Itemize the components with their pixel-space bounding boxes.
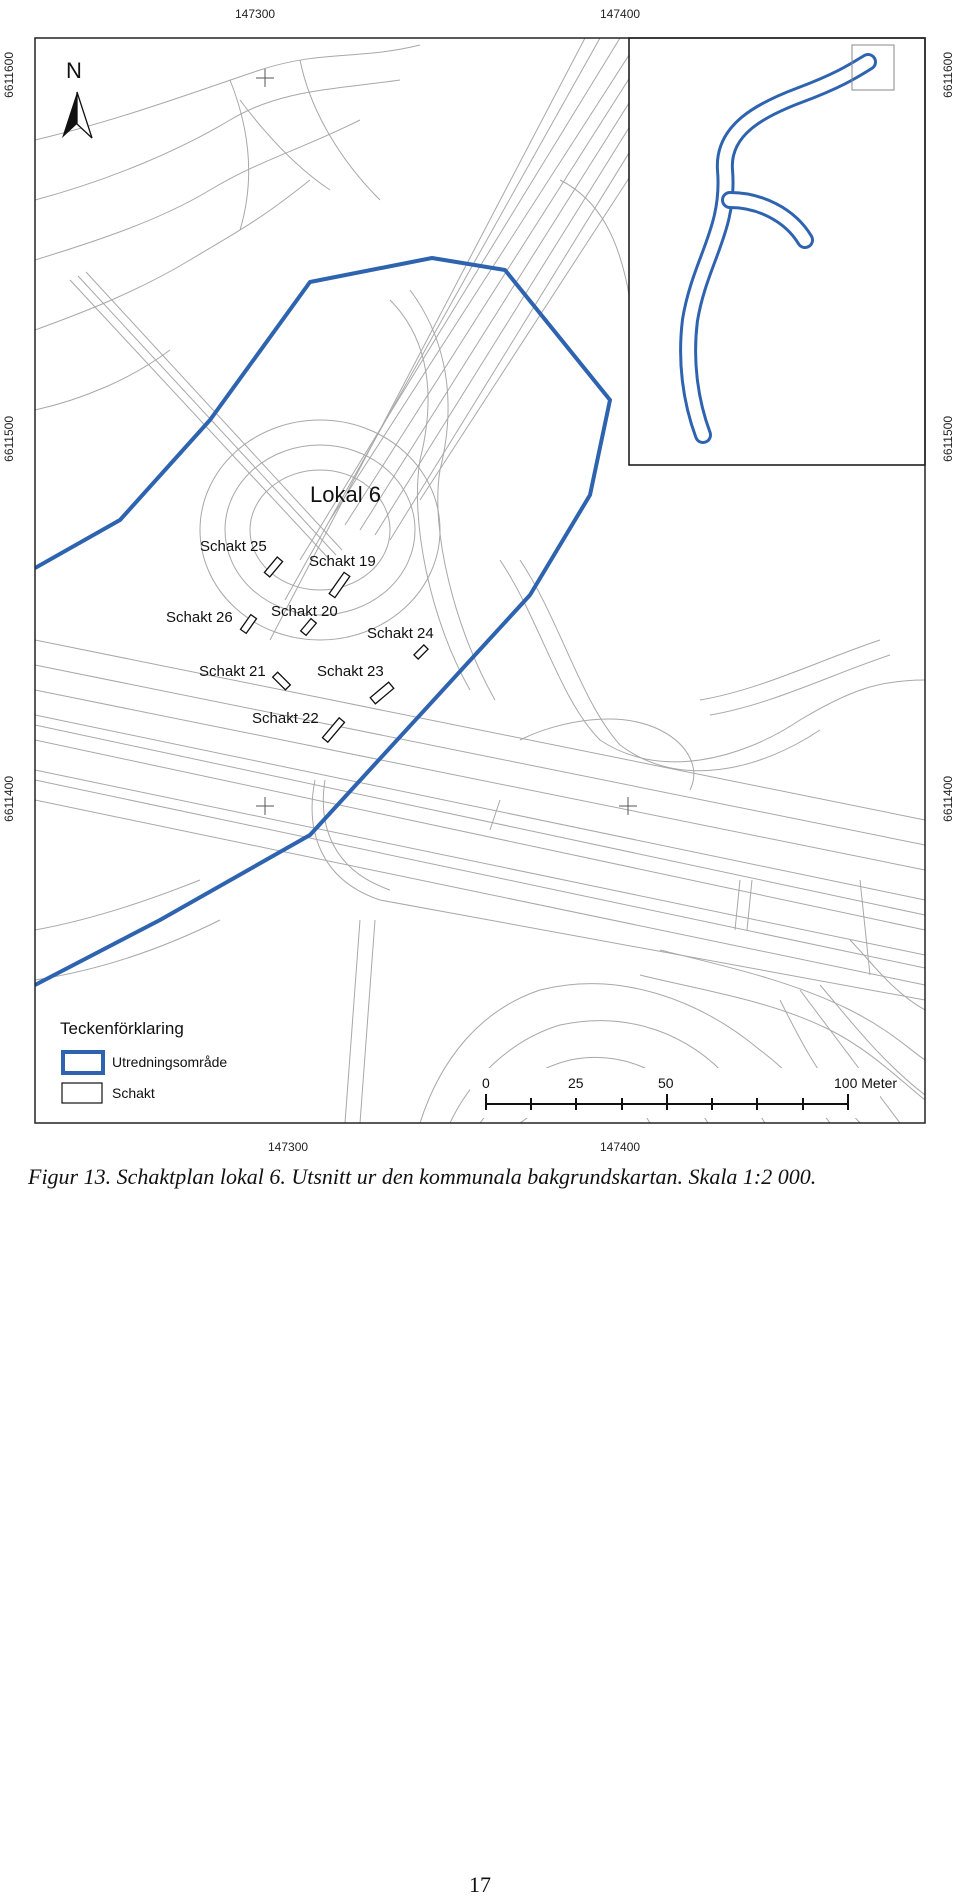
trench-21-shape bbox=[273, 672, 291, 690]
trench-label-22: Schakt 22 bbox=[252, 710, 319, 727]
legend-title: Teckenförklaring bbox=[60, 1019, 184, 1038]
scale-tick-0: 0 bbox=[482, 1075, 490, 1091]
y-coord-left-top: 6611600 bbox=[2, 52, 16, 98]
trench-label-26: Schakt 26 bbox=[166, 609, 233, 626]
trench-label-25: Schakt 25 bbox=[200, 538, 267, 555]
page-number: 17 bbox=[469, 1872, 491, 1897]
figure-caption: Figur 13. Schaktplan lokal 6. Utsnitt ur den kommunala bakgrundskartan. Skala 1:2 000. bbox=[28, 1164, 817, 1189]
trench-25-shape bbox=[264, 557, 282, 577]
scale-tick-100: 100 Meter bbox=[834, 1075, 898, 1091]
north-label: N bbox=[66, 58, 82, 83]
scale-bar bbox=[470, 1068, 897, 1118]
trench-26-shape bbox=[240, 615, 256, 634]
legend-area-swatch bbox=[63, 1052, 103, 1073]
y-coord-right-top: 6611600 bbox=[941, 52, 955, 98]
legend bbox=[35, 1005, 295, 1123]
x-coord-bottom-left: 147300 bbox=[268, 1140, 309, 1154]
x-coord-bottom-right: 147400 bbox=[600, 1140, 641, 1154]
north-arrow-icon bbox=[62, 58, 92, 138]
y-coord-left-mid: 6611500 bbox=[2, 416, 16, 462]
inset-locator-map bbox=[629, 38, 925, 465]
y-coord-right-mid: 6611500 bbox=[941, 416, 955, 462]
study-area-boundary bbox=[35, 258, 610, 985]
trench-24-shape bbox=[414, 645, 428, 659]
trench-23-shape bbox=[370, 682, 394, 704]
scale-tick-25: 25 bbox=[568, 1075, 584, 1091]
legend-trench-swatch bbox=[62, 1083, 102, 1103]
trench-20-shape bbox=[301, 619, 317, 636]
x-coord-top-right: 147400 bbox=[600, 7, 641, 21]
y-coord-left-bottom: 6611400 bbox=[2, 776, 16, 822]
trench-19-shape bbox=[329, 572, 350, 597]
legend-trench-label: Schakt bbox=[112, 1085, 155, 1101]
trench-label-19: Schakt 19 bbox=[309, 553, 376, 570]
site-label: Lokal 6 bbox=[310, 482, 381, 507]
trench-label-20: Schakt 20 bbox=[271, 603, 338, 620]
y-coord-right-bottom: 6611400 bbox=[941, 776, 955, 822]
trench-label-24: Schakt 24 bbox=[367, 625, 434, 642]
trench-label-23: Schakt 23 bbox=[317, 663, 384, 680]
trench-22-shape bbox=[322, 718, 344, 742]
x-coord-top-left: 147300 bbox=[235, 7, 276, 21]
scale-tick-50: 50 bbox=[658, 1075, 674, 1091]
legend-area-label: Utredningsområde bbox=[112, 1054, 228, 1070]
trench-label-21: Schakt 21 bbox=[199, 663, 266, 680]
